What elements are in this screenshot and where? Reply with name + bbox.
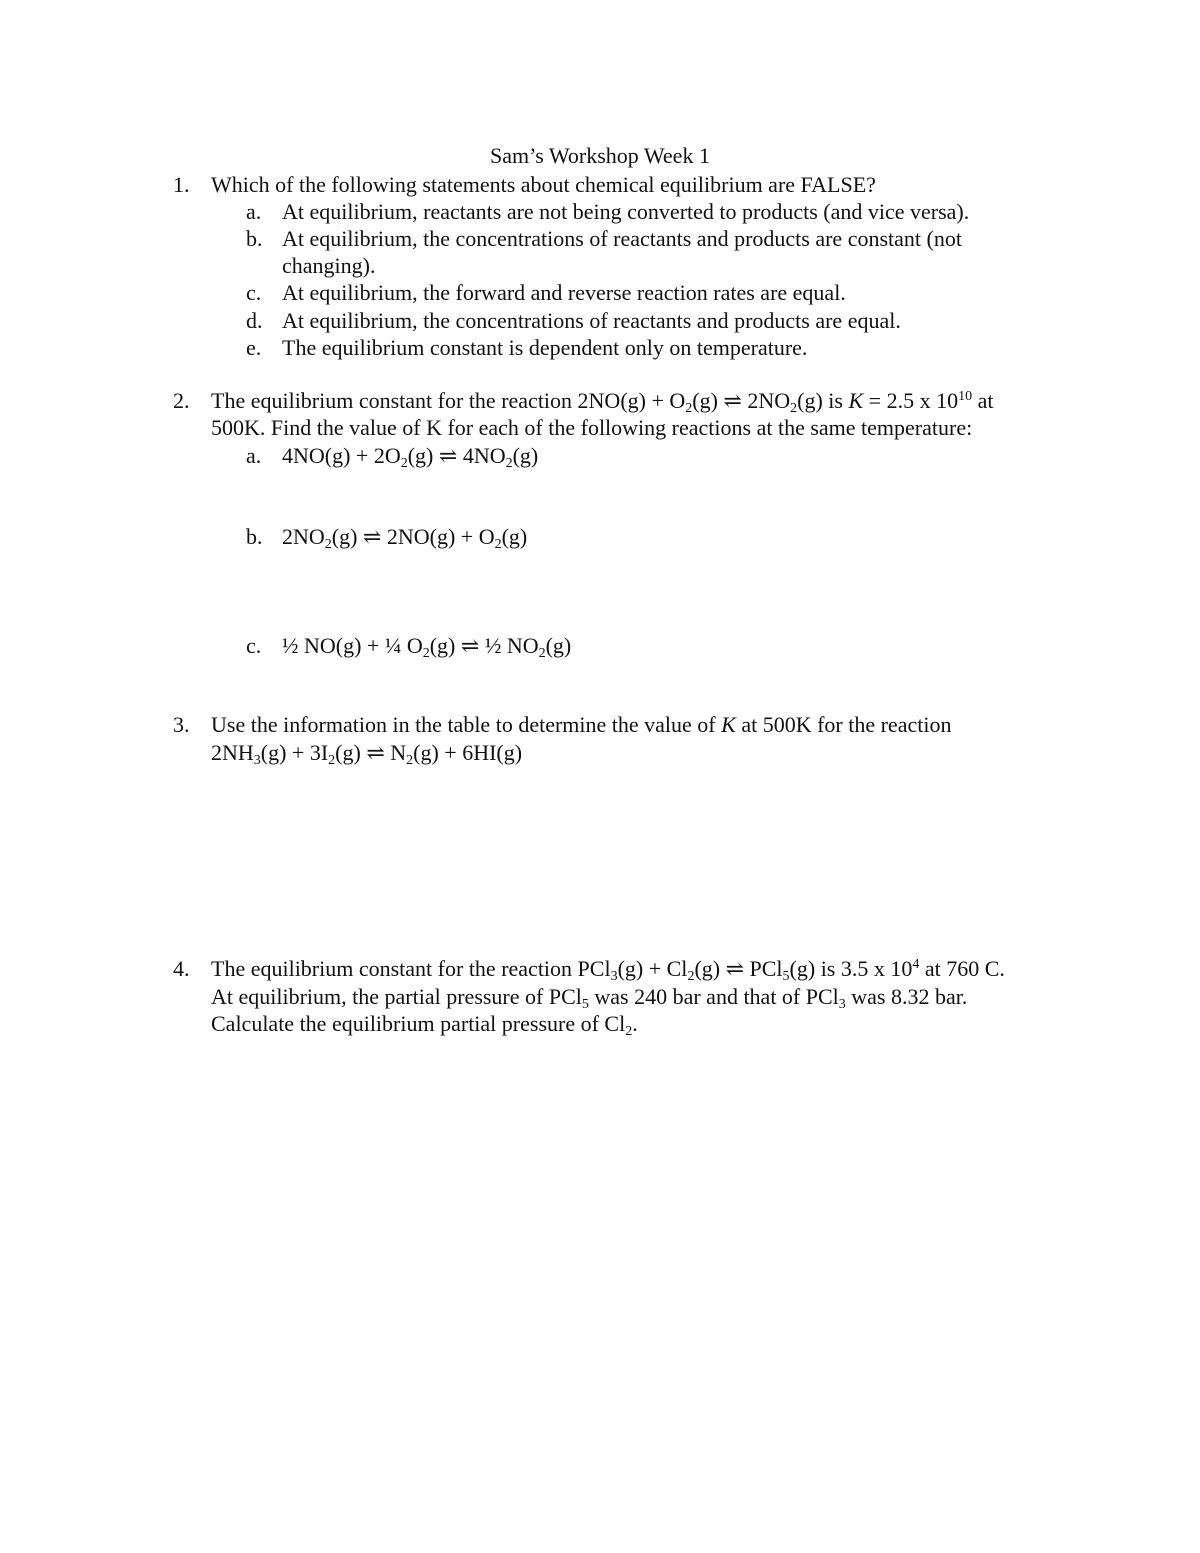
question-text: The equilibrium constant for the reaction $2NO(g) + O_2(g)$ ⇌ $2NO_2(g)$ is K = 2.5 x $10^{10}$ at xyxy=(211,388,994,416)
question-text: At equilibrium, the partial pressure of PCl$_5$ was 240 bar and that of PCl$_3$ was 8.32 bar. xyxy=(211,984,968,1012)
question-text: Calculate the equilibrium partial pressure of $Cl_2$. xyxy=(211,1011,638,1039)
option-text: At equilibrium, the concentrations of reactants and products are constant (not xyxy=(282,226,962,251)
option-text: At equilibrium, the concentrations of reactants and products are equal. xyxy=(282,308,901,333)
question-number: 4. xyxy=(173,956,190,981)
option-text: At equilibrium, the forward and reverse reaction rates are equal. xyxy=(282,280,846,305)
question-text: Which of the following statements about chemical equilibrium are FALSE? xyxy=(211,172,876,197)
option-text: At equilibrium, reactants are not being converted to products (and vice versa). xyxy=(282,199,970,224)
option-letter: b. xyxy=(246,524,263,549)
option-letter: a. xyxy=(246,199,262,224)
question-number: 2. xyxy=(173,388,190,413)
reaction-equation: $2NH_3(g) + 3I_2(g)$ ⇌ $N_2(g) + 6HI(g)$ xyxy=(211,740,523,768)
page-title: Sam’s Workshop Week 1 xyxy=(490,143,710,168)
question-text: 500K. Find the value of K for each of the following reactions at the same temperature: xyxy=(211,415,973,440)
reaction-equation: ½ NO(g) + ¼ $O_2(g)$ ⇌ ½ $NO_2(g)$ xyxy=(282,633,572,661)
option-text: changing). xyxy=(282,253,376,278)
option-letter: b. xyxy=(246,226,263,251)
option-letter: c. xyxy=(246,280,262,305)
option-letter: a. xyxy=(246,443,262,468)
option-letter: c. xyxy=(246,633,262,658)
reaction-equation: $4NO(g) + 2O_2(g)$ ⇌ $4NO_2(g)$ xyxy=(282,443,539,471)
option-text: The equilibrium constant is dependent only on temperature. xyxy=(282,335,808,360)
question-text: The equilibrium constant for the reaction $PCl_3(g) + Cl_2(g)$ ⇌ PCl$_5$(g) is 3.5 x $10^4$ at 760 C. xyxy=(211,956,1005,984)
reaction-equation: $2NO_2(g)$ ⇌ $2NO(g) + O_2(g)$ xyxy=(282,524,528,552)
question-text: Use the information in the table to determine the value of K at 500K for the reaction xyxy=(211,712,952,737)
question-number: 1. xyxy=(173,172,190,197)
question-number: 3. xyxy=(173,712,190,737)
option-letter: d. xyxy=(246,308,263,333)
option-letter: e. xyxy=(246,335,262,360)
